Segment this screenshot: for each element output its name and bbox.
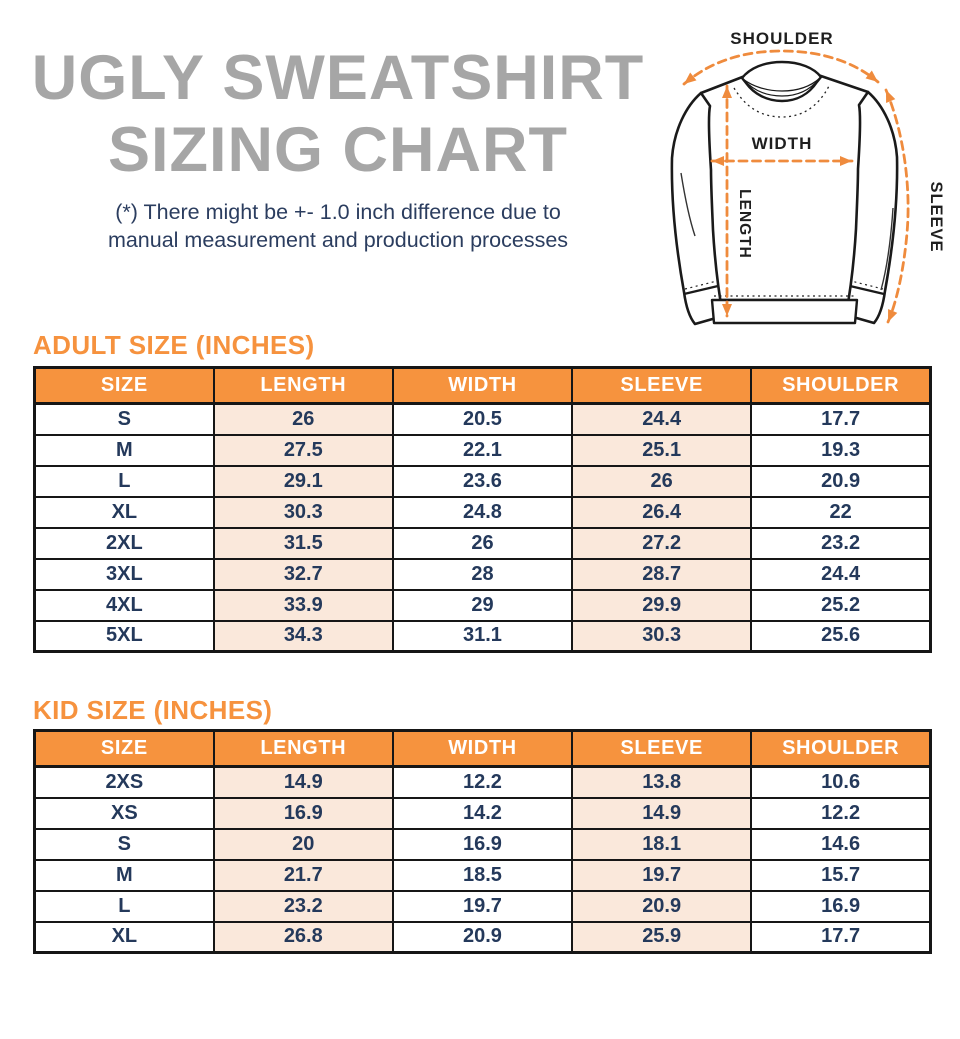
table-row bbox=[35, 860, 931, 891]
sleeve-arrowhead-bottom bbox=[883, 309, 897, 324]
table-row bbox=[35, 435, 931, 466]
size-cell: 3XL bbox=[35, 559, 214, 590]
sweatshirt-measurement-diagram bbox=[648, 18, 960, 352]
value-cell: 26.8 bbox=[214, 922, 393, 953]
value-cell: 12.2 bbox=[751, 798, 930, 829]
value-cell: 22 bbox=[751, 497, 930, 528]
table-row bbox=[35, 590, 931, 621]
value-cell: 10.6 bbox=[751, 767, 930, 798]
sweatshirt-diagram-svg bbox=[648, 18, 960, 352]
value-cell: 12.2 bbox=[393, 767, 572, 798]
page-title-line2: SIZING CHART bbox=[108, 115, 568, 185]
value-cell: 23.2 bbox=[214, 891, 393, 922]
size-cell: S bbox=[35, 829, 214, 860]
value-cell: 24.4 bbox=[572, 404, 751, 435]
width-label: WIDTH bbox=[751, 134, 813, 153]
value-cell: 26 bbox=[214, 404, 393, 435]
column-header-shoulder: SHOULDER bbox=[751, 731, 930, 767]
value-cell: 17.7 bbox=[751, 404, 930, 435]
value-cell: 20.9 bbox=[572, 891, 751, 922]
adult-size-table bbox=[33, 366, 932, 653]
size-cell: 2XL bbox=[35, 528, 214, 559]
table-row bbox=[35, 528, 931, 559]
value-cell: 14.9 bbox=[214, 767, 393, 798]
page-title-line1: UGLY SWEATSHIRT bbox=[31, 43, 645, 113]
value-cell: 21.7 bbox=[214, 860, 393, 891]
size-cell: L bbox=[35, 466, 214, 497]
value-cell: 20.9 bbox=[393, 922, 572, 953]
column-header-size: SIZE bbox=[35, 731, 214, 767]
value-cell: 25.1 bbox=[572, 435, 751, 466]
size-cell: L bbox=[35, 891, 214, 922]
table-row bbox=[35, 497, 931, 528]
table-row bbox=[35, 891, 931, 922]
measurement-disclaimer bbox=[16, 198, 660, 254]
shoulder-label: SHOULDER bbox=[730, 29, 834, 48]
value-cell: 22.1 bbox=[393, 435, 572, 466]
value-cell: 30.3 bbox=[572, 621, 751, 652]
value-cell: 27.5 bbox=[214, 435, 393, 466]
disclaimer-line1: (*) There might be +- 1.0 inch difference due to bbox=[115, 200, 561, 224]
table-row bbox=[35, 767, 931, 798]
value-cell: 29.9 bbox=[572, 590, 751, 621]
table-row bbox=[35, 466, 931, 497]
value-cell: 29.1 bbox=[214, 466, 393, 497]
size-cell: XL bbox=[35, 497, 214, 528]
size-cell: M bbox=[35, 860, 214, 891]
value-cell: 20 bbox=[214, 829, 393, 860]
value-cell: 20.9 bbox=[751, 466, 930, 497]
table-row bbox=[35, 922, 931, 953]
value-cell: 26 bbox=[393, 528, 572, 559]
value-cell: 18.5 bbox=[393, 860, 572, 891]
value-cell: 31.1 bbox=[393, 621, 572, 652]
value-cell: 15.7 bbox=[751, 860, 930, 891]
title-block bbox=[16, 42, 660, 254]
value-cell: 20.5 bbox=[393, 404, 572, 435]
size-cell: 2XS bbox=[35, 767, 214, 798]
value-cell: 32.7 bbox=[214, 559, 393, 590]
adult-table-header-row bbox=[35, 368, 931, 404]
value-cell: 29 bbox=[393, 590, 572, 621]
value-cell: 24.4 bbox=[751, 559, 930, 590]
table-row bbox=[35, 798, 931, 829]
value-cell: 14.2 bbox=[393, 798, 572, 829]
value-cell: 26.4 bbox=[572, 497, 751, 528]
value-cell: 25.9 bbox=[572, 922, 751, 953]
table-row bbox=[35, 559, 931, 590]
table-row bbox=[35, 404, 931, 435]
kid-table-header-row bbox=[35, 731, 931, 767]
table-row bbox=[35, 621, 931, 652]
sweatshirt-hem-band bbox=[712, 300, 857, 323]
column-header-sleeve: SLEEVE bbox=[572, 731, 751, 767]
value-cell: 25.2 bbox=[751, 590, 930, 621]
value-cell: 28.7 bbox=[572, 559, 751, 590]
value-cell: 16.9 bbox=[751, 891, 930, 922]
value-cell: 16.9 bbox=[214, 798, 393, 829]
sleeve-label: SLEEVE bbox=[927, 181, 945, 253]
column-header-shoulder: SHOULDER bbox=[751, 368, 930, 404]
kid-size-table bbox=[33, 729, 932, 954]
value-cell: 31.5 bbox=[214, 528, 393, 559]
size-cell: M bbox=[35, 435, 214, 466]
value-cell: 28 bbox=[393, 559, 572, 590]
column-header-length: LENGTH bbox=[214, 368, 393, 404]
size-cell: 5XL bbox=[35, 621, 214, 652]
value-cell: 18.1 bbox=[572, 829, 751, 860]
value-cell: 26 bbox=[572, 466, 751, 497]
value-cell: 24.8 bbox=[393, 497, 572, 528]
size-cell: XS bbox=[35, 798, 214, 829]
kid-size-heading: KID SIZE (INCHES) bbox=[33, 695, 273, 725]
value-cell: 19.7 bbox=[572, 860, 751, 891]
adult-table-body bbox=[35, 404, 931, 652]
column-header-width: WIDTH bbox=[393, 731, 572, 767]
value-cell: 16.9 bbox=[393, 829, 572, 860]
value-cell: 25.6 bbox=[751, 621, 930, 652]
column-header-size: SIZE bbox=[35, 368, 214, 404]
size-cell: XL bbox=[35, 922, 214, 953]
table-row bbox=[35, 829, 931, 860]
size-cell: S bbox=[35, 404, 214, 435]
sleeve-arrowhead-top bbox=[881, 88, 895, 103]
value-cell: 23.6 bbox=[393, 466, 572, 497]
adult-size-heading: ADULT SIZE (INCHES) bbox=[33, 330, 315, 360]
kid-table-body bbox=[35, 767, 931, 953]
value-cell: 17.7 bbox=[751, 922, 930, 953]
value-cell: 19.7 bbox=[393, 891, 572, 922]
column-header-sleeve: SLEEVE bbox=[572, 368, 751, 404]
size-cell: 4XL bbox=[35, 590, 214, 621]
column-header-length: LENGTH bbox=[214, 731, 393, 767]
value-cell: 27.2 bbox=[572, 528, 751, 559]
value-cell: 23.2 bbox=[751, 528, 930, 559]
column-header-width: WIDTH bbox=[393, 368, 572, 404]
disclaimer-line2: manual measurement and production processes bbox=[107, 228, 569, 252]
value-cell: 30.3 bbox=[214, 497, 393, 528]
length-label: LENGTH bbox=[736, 189, 753, 259]
value-cell: 13.8 bbox=[572, 767, 751, 798]
value-cell: 34.3 bbox=[214, 621, 393, 652]
value-cell: 19.3 bbox=[751, 435, 930, 466]
value-cell: 14.6 bbox=[751, 829, 930, 860]
value-cell: 33.9 bbox=[214, 590, 393, 621]
value-cell: 14.9 bbox=[572, 798, 751, 829]
